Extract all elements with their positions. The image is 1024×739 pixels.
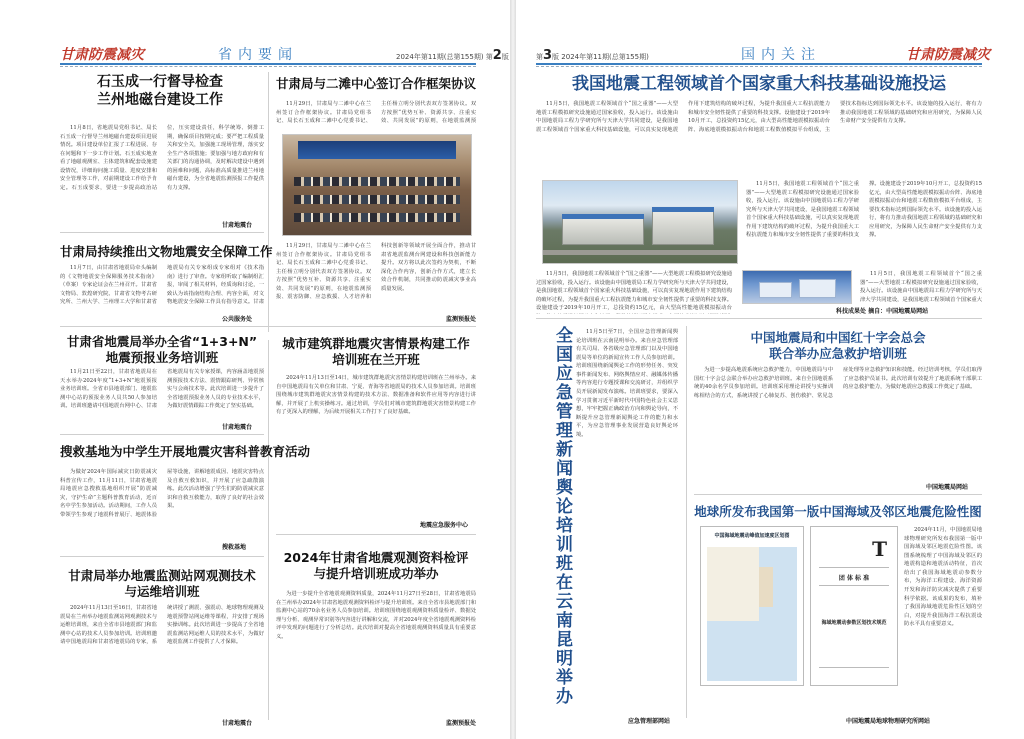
masthead: 甘肃防震减灾 xyxy=(60,47,144,63)
article-headline: 地球所发布我国第一版中国海域及邻区地震危险性图 xyxy=(694,504,982,519)
photo-screen xyxy=(298,141,456,159)
article-headline: 搜救基地为中学生开展地震灾害科普教育活动 xyxy=(60,444,311,459)
hazard-map xyxy=(700,526,804,686)
article-body: 为做好2024年国际减灾日防震减灾科普宣传工作，11月11日，甘肃省地震局地震应急搜救基地组织开展“防震减灾，守护生命”主题科普教育活动，近百名中学生参加活动。活动期间，工作人员带领学生参观了地震科普展厅、地震体验屋等设施，讲解地震成因、地震灾害特点及自救互救知识，并开展了应急疏散演练。此次活动增强了学生们的防震减灾意识和自救互救能力，取得了良好的社会效果。 xyxy=(60,469,264,518)
standard-cover xyxy=(810,526,898,686)
headline-line: 甘肃省地震局举办全省“1+3+N” xyxy=(66,334,258,349)
standard-label: 团 体 标 准 xyxy=(838,575,870,582)
article-body: 2024年11月13日至16日，甘肃省地震局在兰州举办地震监测站网观测技术与运维培训班，来自全省市县地震部门和监测中心站的技术人员参加培训。培训班邀请中国地震局和甘肃省地震局的专家，系统讲授了测震、强震动、地球物理观测及地震预警站网运维等课程，并安排了现场实操训练。此次培训进一步提高了全省地震监测站网运维人员的技术水平，为做好地震监测工作提供了人才保障。 xyxy=(60,605,264,646)
photo-row xyxy=(294,177,459,186)
page-info xyxy=(396,48,509,63)
photo-structure xyxy=(759,282,791,298)
article-divider xyxy=(60,434,264,435)
byline: 中国地震局地球物理研究所网站 xyxy=(846,718,931,725)
article-headline: 我国地震工程领域首个国家重大科技基础设施投运 xyxy=(572,74,946,94)
cover-rule xyxy=(819,667,889,668)
meeting-photo xyxy=(282,134,472,236)
article-divider xyxy=(536,318,982,319)
byline: 搜救基地 xyxy=(222,544,247,551)
column-divider xyxy=(268,340,269,720)
byline: 甘肃地震台 xyxy=(222,222,253,229)
headline-line: 联合举办应急救护培训班 xyxy=(769,345,907,361)
photo-row xyxy=(294,195,459,204)
left-page xyxy=(0,0,510,739)
article-divider xyxy=(60,556,264,557)
headline-line: 石玉成一行督导检查 xyxy=(97,74,223,90)
article-headline xyxy=(276,550,476,581)
photo-roof xyxy=(562,214,643,219)
byline: 甘肃地震台 xyxy=(222,720,253,727)
facility-photo xyxy=(542,180,738,264)
article-divider xyxy=(694,494,982,495)
article-body: 为进一步提升全省地震观测资料质量，2024年11月27日至28日，甘肃省地震局在兰州举办2024年甘肃省地震观测资料检评与提升培训班。来自全省市县地震部门和监测中心站的70余名业务人员参加培训。培训班围绕地震观测资料质量检评、数据处理与分析、观测异常识别等内容进行讲解和交流，并对2024年度全省地震观测资料检评中发现的问题进行了分析总结。此次培训对提高全省地震观测资料质量具有重要意义。 xyxy=(276,591,476,640)
article-headline xyxy=(276,336,476,367)
article-body: 2024年11月13日至14日，城市建筑群地震灾害情景构建培训班在兰州举办。来自中国地震局有关单位和甘肃、宁夏、青海等省地震局的技术人员参加培训。培训班围绕城市建筑群地震灾害情景构建的技术方法、数据准备和软件应用等内容进行讲解，并开展了上机实操练习。通过培训，学员们对城市建筑群地震灾害情景构建工作有了更深入的理解，为后续开展相关工作打下了良好基础。 xyxy=(276,375,476,416)
column-divider xyxy=(686,326,687,718)
photo-structure xyxy=(799,279,836,298)
article-headline xyxy=(60,74,260,109)
article-body: 11月5日至7日，全国应急管理新闻舆论培训班在云南昆明举办。来自应急管理部有关司局、各省级应急管理部门以及中国地震局等单位的新闻宣传工作人员参加培训。培训班围绕新闻舆论工作的形势任务、突发事件新闻发布、网络舆情应对、融媒体传播等内容进行专题授课和交流研讨，并组织学员开展新闻发布演练。培训班要求，要深入学习贯彻习近平新时代中国特色社会主义思想，牢牢把握正确政治方向和舆论导向，不断提升应急管理新闻舆论工作的能力和水平，为应急管理事业发展营造良好舆论环境。 xyxy=(576,329,678,438)
standard-mark: T xyxy=(872,537,887,561)
headline-line: 与提升培训班成功举办 xyxy=(313,565,439,581)
facility-photo-2 xyxy=(742,270,852,304)
headline-line: 中国地震局和中国红十字会总会 xyxy=(750,330,926,345)
page-label: 第 xyxy=(485,53,493,61)
cover-rule xyxy=(819,567,889,568)
article-body: 11月8日，省地震局党组书记、局长石玉成一行督导兰州地磁台建设项目进展情况。项目建设单位汇报了工程进展、存在问题和下一步工作计划。石玉成实地查看了地磁观测室、主体建筑和配套设施建设情况，详细询问施工质量、进度安排和安全管理等工作，对前期建设工作给予肯定。石玉成要求，要进一步提高政治站位，压实建设责任，科学统筹、倒排工期，确保项目按期完成；要严把工程质量关和安全关，加强施工现场管理，落实安全生产各项措施；要加强与地方政府和有关部门的沟通协调，及时解决建设中遇到的困难和问题，高标准高质量推进兰州地磁台建设，为全省地震监测预报工作提供有力支撑。 xyxy=(60,125,264,192)
photo-road xyxy=(543,250,737,255)
article-body: 11月7日，由甘肃省地震局牵头编制的《文物地震安全保障服务技术指南》（草案）专家论证会在兰州召开。甘肃省文物局、敦煌研究院、甘肃省文物考古研究所、兰州大学、兰州理工大学和甘肃省地震局有关专家组成专家组对《技术指南》进行了审查。专家组听取了编制组汇报，审阅了相关材料，经质询和讨论，一致认为该指南结构合理、内容全面，对文物地震安全保障工作具有指导意义。甘肃 xyxy=(60,265,264,306)
photo-building xyxy=(562,217,643,245)
article-headline xyxy=(60,334,264,365)
page-suffix: 版 xyxy=(552,53,560,61)
page-number: 2 xyxy=(492,48,502,63)
section-title: 国内关注 xyxy=(741,47,821,63)
masthead: 甘肃防震减灾 xyxy=(906,47,990,63)
right-page xyxy=(516,0,1024,739)
byline: 监测预报处 xyxy=(446,720,477,727)
byline: 地震应急服务中心 xyxy=(420,522,469,529)
photo-roof xyxy=(652,207,714,212)
page-number: 3 xyxy=(543,48,553,63)
header-rule xyxy=(60,63,476,65)
map-title: 中国海域地震动峰值加速度区划图 xyxy=(714,533,790,539)
headline-line: 地震预报业务培训班 xyxy=(105,349,219,365)
issue-text: 2024年第11期(总第155期) xyxy=(396,53,484,61)
byline: 科技成果处 摘自：中国地震局网站 xyxy=(836,308,929,315)
headline-line: 兰州地磁台建设工作 xyxy=(97,91,223,108)
header-dash xyxy=(60,66,476,67)
article-body: 11月5日，我国地震工程领域首个“国之重器”——大型地震工程模拟研究设施通过国家验收，投入运行。该设施由中国地震局工程力学研究所与天津大学共同建设，是我国地震工程领域首个国家重大 xyxy=(860,271,982,303)
map-land xyxy=(759,567,773,607)
photo-row xyxy=(294,213,459,222)
article-divider xyxy=(60,326,476,327)
article-body: 2024年11月，中国地震局地球物理研究所发布我国第一版中国海域及邻区地震危险性图。该图系统梳理了中国海域及邻区的地震构造和地震活动特征，首次给出了我国海域地震动参数分布，为海洋工程建设、海洋资源开发和海洋防灾减灾提供了重要科学依据。该成果的发布，填补了我国海域地震危险性区划的空白，对提升我国海洋工程抗震设防水平具有重要意义。 xyxy=(904,527,982,628)
article-body: 11月29日，甘肃局与二滩中心在兰州签订合作框架协议。甘肃局党组书记、局长石玉成和二滩中心党委书记、主任杨立明分别代表双方签署协议。双方按照“优势互补、资源共享、注重实效、共同发展”的原则，在地震监测预 xyxy=(276,101,476,125)
page-info xyxy=(536,48,649,63)
photo-building xyxy=(652,211,714,245)
article-divider xyxy=(60,232,264,233)
standard-title: 海域地震动参数区划技术规范 xyxy=(821,620,887,626)
header-dash xyxy=(536,66,982,67)
page-label: 第 xyxy=(536,53,543,61)
page-suffix: 版 xyxy=(501,53,509,61)
byline: 甘肃地震台 xyxy=(222,424,253,431)
issue-text: 2024年第11期(总第155期) xyxy=(561,53,649,61)
byline: 中国地震局网站 xyxy=(926,484,969,491)
article-body: 11月21日至22日，甘肃省地震局在天水举办2024年度“1+3+N”地震预报业务培训班。全省市县地震部门、地震监测中心站的预报业务人员共50人参加培训。培训班邀请中国地震台网中心、甘肃省地震局有关专家授课，内容涵盖地震预测预报技术方法、震情跟踪研判、异常核实与会商技术等。此次培训进一步提升了全省地震预报业务人员的专业技术水平，为做好震情跟踪工作奠定了坚实基础。 xyxy=(60,369,264,410)
cover-rule xyxy=(819,585,889,586)
map-land xyxy=(707,547,759,621)
article-headline xyxy=(694,330,982,361)
article-body: 11月5日，我国地震工程领域首个“国之重器”——大型地震工程模拟研究设施通过国家验收，投入运行。该设施由中国地震局工程力学研究所与天津大学共同建设，是我国地震工程领域首个国家重大科技基础设施，可以真实复现地震作用下建筑结构的破坏过程，为提升我国重大工程抗震能力和城市安全韧性提供了重要的科技支撑。设施建设于2019年10月开工，总投资约15亿元，由大型高性能地震模拟振动台阵、海底地震模拟振动台和地震工程数值模拟平台组成，主要技术指标达到国际领先水平。该设施的投入运行，将有力推动我国地震工程领域的基础研究和应用研究，为保障人民生命财产安全提供有力支撑。 xyxy=(536,101,982,133)
header-rule xyxy=(536,63,982,65)
headline-line: 与运维培训班 xyxy=(124,583,200,599)
article-body: 为进一步提高地震系统应急救护能力，中国地震局与中国红十字会总会联合举办应急救护培训班。来自全国地震系统的40余名学员参加培训。培训班采用理论讲授与实操训练相结合的方式，系统讲授了心肺复苏、创伤救护、常见急症处理等应急救护知识和技能。经过培训考核，学员们取得了应急救护员证书。此次培训有效提升了地震系统干部职工的应急救护能力，为做好地震应急救援工作奠定了基础。 xyxy=(694,367,982,399)
article-headline: 甘肃局与二滩中心签订合作框架协议 xyxy=(276,76,477,91)
article-body: 11月29日，甘肃局与二滩中心在兰州签订合作框架协议。甘肃局党组书记、局长石玉成和二滩中心党委书记、主任杨立明分别代表双方签署协议。双方按照“优势互补、资源共享、注重实效、共同发展”的原则，在地震监测预报、震害防御、应急救援、人才培养和科技创新等领域开展全面合作，推动甘肃省地震监测台网建设和科技创新能力提升。双方将以此次签约为契机，不断深化合作内容，创新合作方式，建立长效合作机制，共同推动防震减灾事业高质量发展。 xyxy=(276,243,476,301)
headline-line: 甘肃局举办地震监测站网观测技术 xyxy=(68,568,256,583)
column-divider xyxy=(268,72,269,332)
article-divider xyxy=(276,534,476,535)
headline-line: 城市建筑群地震灾害情景构建工作 xyxy=(282,336,470,351)
byline: 监测预报处 xyxy=(446,316,477,323)
article-body: 11月5日，我国地震工程领域首个“国之重器”——大型地震工程模拟研究设施通过国家验收，投入运行。该设施由中国地震局工程力学研究所与天津大学共同建设，是我国地震工程领域首个国家重大科技基础设施，可以真实复现地震作用下建筑结构的破坏过程，为提升我国重大工程抗震能力和城市安全韧性提供了重要的科技支撑。设施建设于2019年10月开工，总投资约15亿元，由大型高性能地震模拟振动台 xyxy=(536,271,732,312)
article-headline xyxy=(60,568,264,599)
headline-line: 2024年甘肃省地震观测资料检评 xyxy=(283,550,469,565)
byline: 应急管理部网站 xyxy=(628,718,671,725)
headline-line: 培训班在兰开班 xyxy=(332,351,420,367)
article-headline: 甘肃局持续推出文物地震安全保障工作 xyxy=(60,244,273,259)
section-title: 省内要闻 xyxy=(218,47,298,63)
byline: 公共服务处 xyxy=(222,316,253,323)
vertical-headline: 全国应急管理新闻舆论培训班在云南昆明举办 xyxy=(552,326,572,706)
article-body: 11月5日，我国地震工程领域首个“国之重器”——大型地震工程模拟研究设施通过国家验收，投入运行。该设施由中国地震局工程力学研究所与天津大学共同建设，是我国地震工程领域首个国家重大科技基础设施，可以真实复现地震作用下建筑结构的破坏过程，为提升我国重大工程抗震能力和城市安全韧性提供了重要的科技支撑。设施建设于2019年10月开工，总投资约15亿元，由大型高性能地震模拟振动台阵、海底地震模拟振动台和地震工程数值模拟平台组成，主要技术指标达到国际领先水平。该设施的投入运行，将有力推动我国地震工程领域的基础研究和应用研究，为保障人民生命财产安全提供有力支撑。 xyxy=(746,181,982,239)
